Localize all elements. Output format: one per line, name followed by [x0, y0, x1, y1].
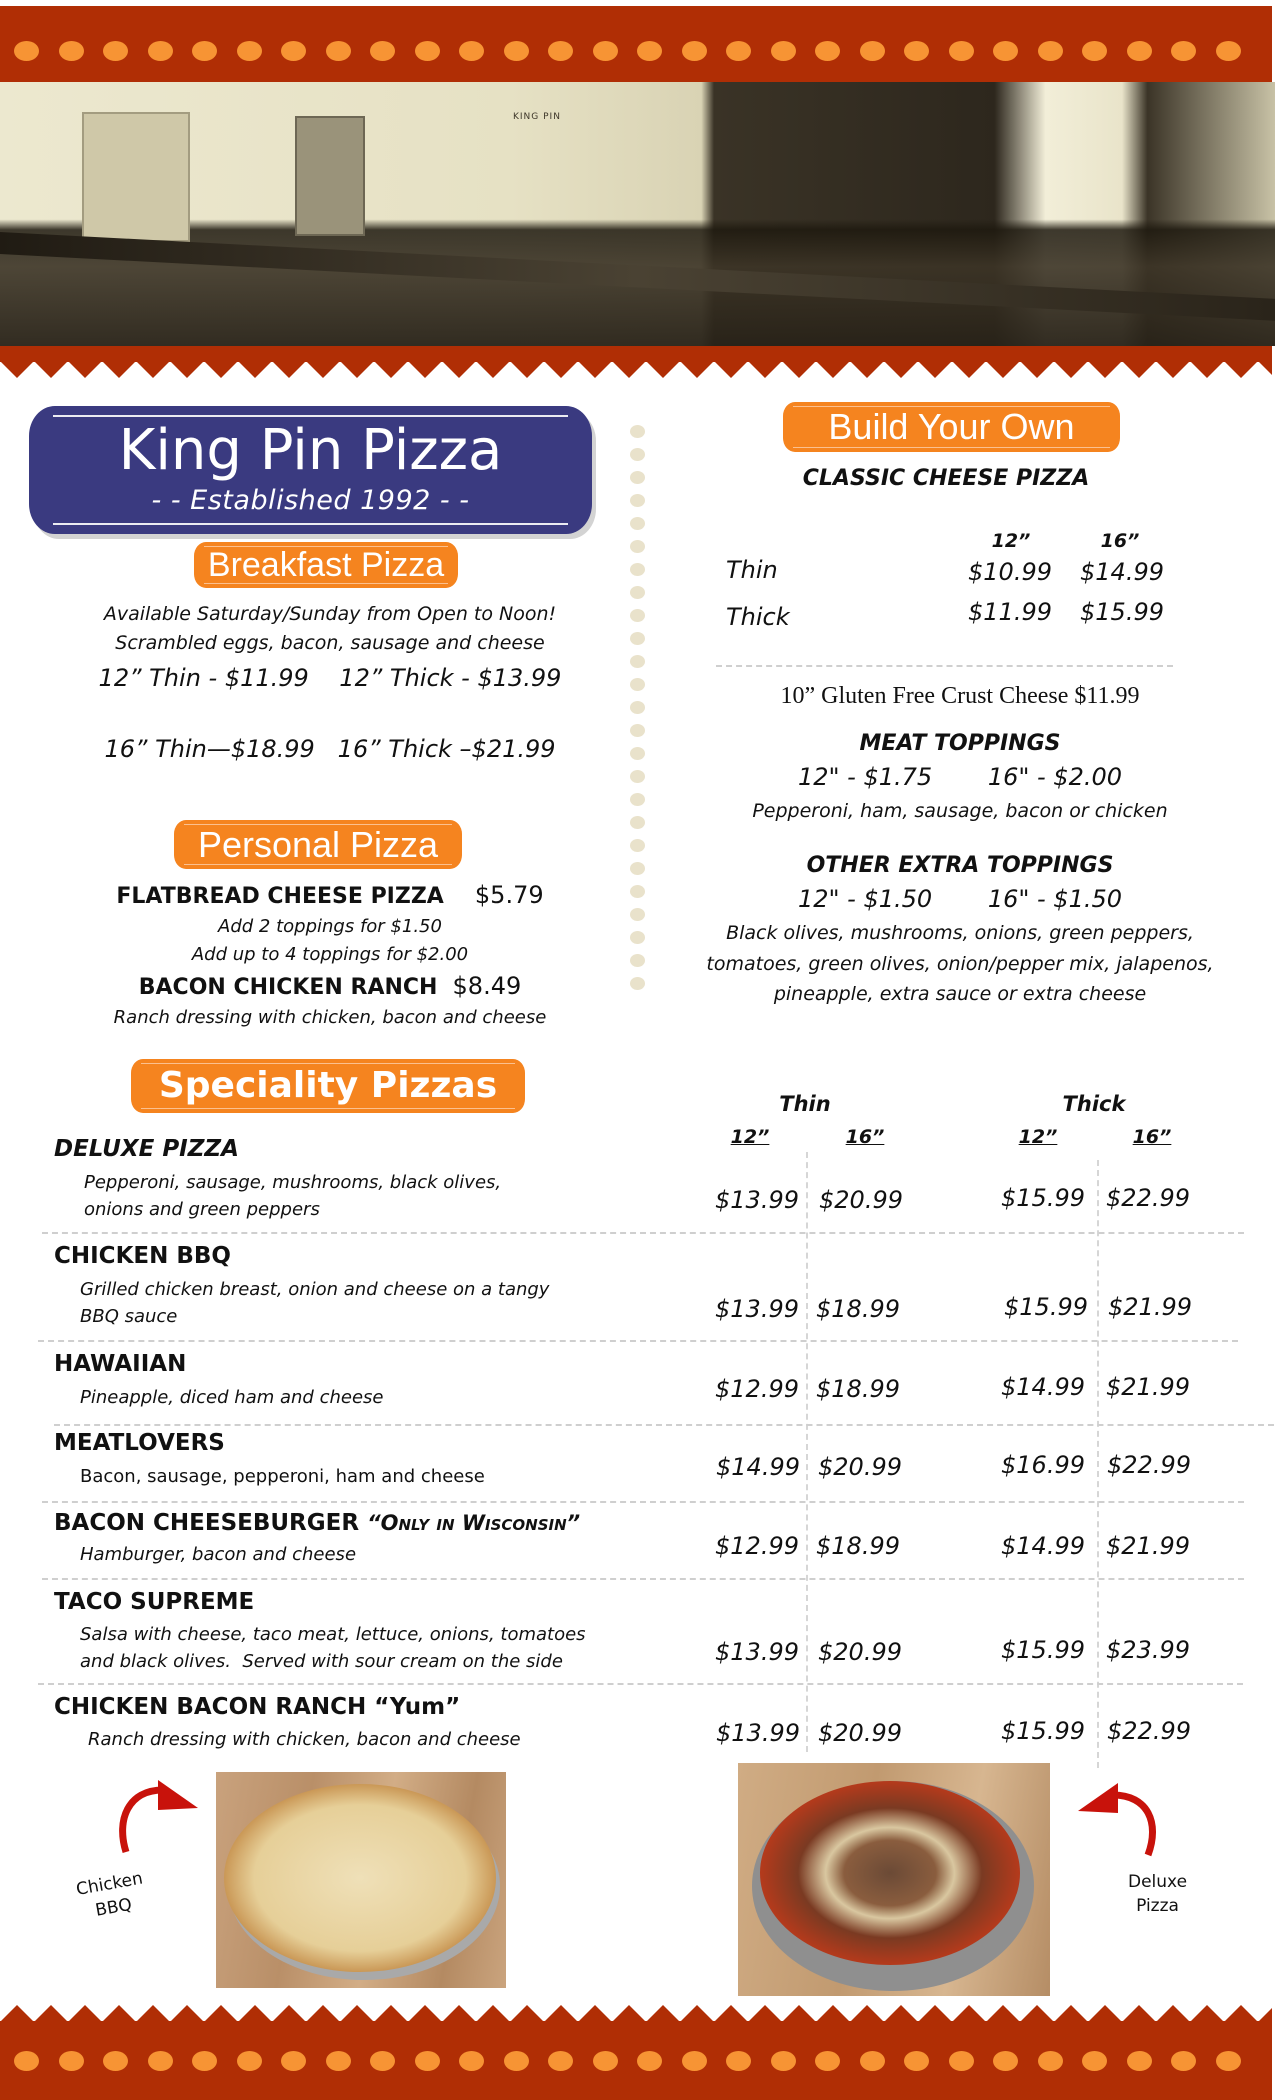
bacon-chicken-ranch-item	[30, 972, 630, 1000]
taco-supreme-desc-1: Salsa with cheese, taco meat, lettuce, onions, tomatoes	[80, 1624, 586, 1645]
curved-arrow-left-icon	[1078, 1783, 1168, 1858]
decorative-dot	[281, 41, 306, 61]
bacon-cheeseburger-thick-16: $21.99	[1106, 1532, 1190, 1560]
photo-doorway	[295, 116, 365, 236]
decorative-dot	[281, 2051, 306, 2071]
deluxe-pizza-name: DELUXE PIZZA	[54, 1136, 239, 1162]
other-toppings-prices	[700, 885, 1220, 913]
decorative-dot	[415, 41, 440, 61]
chicken-bbq-thin-16: $18.99	[816, 1295, 900, 1323]
decorative-dot	[59, 41, 84, 61]
decorative-dot	[504, 41, 529, 61]
decorative-dot	[237, 2051, 262, 2071]
divider-dot	[630, 678, 645, 691]
taco-supreme-thin-12: $13.99	[715, 1638, 799, 1666]
decorative-dot	[904, 41, 929, 61]
other-toppings-price-16: 16" - $1.50	[987, 885, 1123, 913]
decorative-dot	[593, 41, 618, 61]
bacon-cheeseburger-thin-12: $12.99	[715, 1532, 799, 1560]
bacon-cheeseburger-thin-16: $18.99	[816, 1532, 900, 1560]
deluxe-thick-12: $15.99	[1001, 1184, 1085, 1212]
divider-dot	[630, 517, 645, 530]
header-zigzag	[0, 361, 1272, 378]
decorative-dot	[1216, 41, 1241, 61]
taco-supreme-desc-2: and black olives. Served with sour cream on the side	[80, 1651, 563, 1672]
byo-divider	[716, 665, 1173, 667]
divider-dot	[630, 931, 645, 944]
decorative-dot	[637, 2051, 662, 2071]
speciality-thin-header: Thin	[779, 1092, 831, 1116]
divider-dot	[630, 563, 645, 576]
decorative-dot	[993, 41, 1018, 61]
restaurant-name: King Pin Pizza	[118, 417, 503, 483]
decorative-dot	[148, 2051, 173, 2071]
other-toppings-heading: OTHER EXTRA TOPPINGS	[806, 853, 1114, 878]
breakfast-price-12: 12” Thin - $11.99 12” Thick - $13.99	[98, 664, 562, 692]
other-toppings-list-1: Black olives, mushrooms, onions, green peppers,	[726, 922, 1194, 944]
bacon-cheeseburger-desc: Hamburger, bacon and cheese	[80, 1544, 357, 1565]
breakfast-heading: Breakfast Pizza	[207, 546, 445, 584]
taco-supreme-name: TACO SUPREME	[54, 1589, 255, 1615]
decorative-dot	[949, 41, 974, 61]
breakfast-availability: Available Saturday/Sunday from Open to Noon!	[103, 603, 557, 625]
divider-dot	[630, 609, 645, 622]
divider-dot	[630, 770, 645, 783]
byo-thick-16-price: $15.99	[1080, 598, 1164, 626]
meat-toppings-prices	[700, 763, 1220, 791]
other-toppings-list-3: pineapple, extra sauce or extra cheese	[773, 983, 1147, 1005]
deluxe-thin-12: $13.99	[715, 1186, 799, 1214]
chicken-bacon-ranch-name: CHICKEN BACON RANCH “Yum”	[54, 1694, 461, 1720]
meat-toppings-price-16: 16" - $2.00	[987, 763, 1123, 791]
bacon-cheeseburger-name	[54, 1510, 580, 1536]
decorative-dot	[59, 2051, 84, 2071]
byo-thick-label: Thick	[726, 603, 790, 631]
row-separator	[38, 1340, 1238, 1342]
flatbread-name: FLATBREAD CHEESE PIZZA	[116, 884, 444, 909]
decorative-dot	[815, 41, 840, 61]
pizza-crust	[224, 1784, 496, 1972]
speciality-thin-12-header: 12”	[730, 1126, 770, 1148]
deluxe-pizza-caption: Deluxe Pizza	[1128, 1872, 1188, 1916]
row-separator	[38, 1683, 1243, 1685]
pizza-crust	[760, 1781, 1020, 1965]
photo-sign: KING PIN	[513, 112, 561, 122]
decorative-dot	[548, 41, 573, 61]
decorative-dot	[593, 2051, 618, 2071]
decorative-dot	[637, 41, 662, 61]
divider-dot	[630, 724, 645, 737]
decorative-dot	[192, 2051, 217, 2071]
column-divider-dots	[630, 425, 645, 990]
speciality-heading: Speciality Pizzas	[158, 1065, 498, 1106]
footer-zigzag	[0, 2005, 1272, 2022]
decorative-dot	[726, 2051, 751, 2071]
decorative-dot	[860, 41, 885, 61]
speciality-thick-16-header: 16”	[1132, 1126, 1172, 1148]
decorative-dot	[326, 2051, 351, 2071]
chicken-bbq-thin-12: $13.99	[715, 1295, 799, 1323]
divider-dot	[630, 701, 645, 714]
divider-dot	[630, 425, 645, 438]
decorative-dot	[326, 41, 351, 61]
decorative-dot	[14, 2051, 39, 2071]
hawaiian-name: HAWAIIAN	[54, 1351, 187, 1377]
decorative-dot	[103, 2051, 128, 2071]
meat-toppings-price-12: 12" - $1.75	[797, 763, 933, 791]
hawaiian-thin-12: $12.99	[715, 1375, 799, 1403]
breakfast-heading-plaque	[194, 542, 458, 588]
divider-dot	[630, 586, 645, 599]
restaurant-title-plaque	[29, 406, 592, 534]
decorative-dot	[1127, 2051, 1152, 2071]
chicken-bbq-thick-16: $21.99	[1108, 1293, 1192, 1321]
decorative-dot	[14, 41, 39, 61]
decorative-dot	[860, 2051, 885, 2071]
divider-dot	[630, 540, 645, 553]
deluxe-thin-16: $20.99	[819, 1186, 903, 1214]
taco-supreme-thin-16: $20.99	[818, 1638, 902, 1666]
decorative-dot	[1171, 2051, 1196, 2071]
taco-supreme-thick-16: $23.99	[1106, 1636, 1190, 1664]
divider-dot	[630, 632, 645, 645]
thin-column-divider	[806, 1152, 808, 1752]
decorative-dot	[949, 2051, 974, 2071]
bacon-cheeseburger-title: BACON CHEESEBURGER	[54, 1510, 360, 1536]
flatbread-note-4: Add up to 4 toppings for $2.00	[191, 944, 469, 965]
divider-dot	[630, 747, 645, 760]
chicken-bbq-photo	[216, 1772, 506, 1988]
decorative-dot	[904, 2051, 929, 2071]
decorative-dot	[370, 41, 395, 61]
taco-supreme-thick-12: $15.99	[1001, 1636, 1085, 1664]
byo-thick-12-price: $11.99	[968, 598, 1052, 626]
header-photo	[0, 82, 1275, 346]
divider-dot	[630, 885, 645, 898]
chicken-bbq-name: CHICKEN BBQ	[54, 1243, 231, 1269]
curved-arrow-right-icon	[108, 1780, 203, 1855]
divider-dot	[630, 471, 645, 484]
flatbread-price: $5.79	[474, 881, 544, 909]
divider-dot	[630, 908, 645, 921]
divider-dot	[630, 862, 645, 875]
byo-thin-16-price: $14.99	[1080, 558, 1164, 586]
deluxe-pizza-desc-2: onions and green peppers	[84, 1199, 320, 1220]
build-your-own-heading-plaque	[783, 402, 1120, 452]
chicken-bacon-ranch-desc: Ranch dressing with chicken, bacon and cheese	[88, 1729, 521, 1750]
divider-dot	[630, 655, 645, 668]
top-dot-row	[14, 41, 1241, 61]
row-separator	[42, 1232, 1244, 1234]
bottom-band	[0, 2021, 1272, 2100]
speciality-thick-header: Thick	[1062, 1092, 1126, 1116]
decorative-dot	[548, 2051, 573, 2071]
decorative-dot	[815, 2051, 840, 2071]
gluten-free-option: 10” Gluten Free Crust Cheese $11.99	[780, 683, 1140, 709]
decorative-dot	[1216, 2051, 1241, 2071]
bottom-dot-row	[14, 2051, 1241, 2071]
flatbread-note-2: Add 2 toppings for $1.50	[218, 916, 442, 937]
divider-dot	[630, 954, 645, 967]
meatlovers-thick-16: $22.99	[1107, 1451, 1191, 1479]
divider-dot	[630, 839, 645, 852]
decorative-dot	[1082, 2051, 1107, 2071]
decorative-dot	[1038, 41, 1063, 61]
bacon-chicken-ranch-desc: Ranch dressing with chicken, bacon and cheese	[113, 1007, 547, 1028]
decorative-dot	[682, 41, 707, 61]
header-bottom-band	[0, 346, 1272, 362]
personal-heading-plaque	[174, 820, 462, 869]
byo-thin-12-price: $10.99	[968, 558, 1052, 586]
decorative-dot	[1082, 41, 1107, 61]
divider-dot	[630, 448, 645, 461]
personal-heading: Personal Pizza	[197, 823, 439, 865]
row-separator	[54, 1424, 1274, 1426]
chicken-bacon-ranch-thin-16: $20.99	[818, 1719, 902, 1747]
thick-column-divider	[1097, 1160, 1099, 1768]
meatlovers-name: MEATLOVERS	[54, 1430, 225, 1456]
decorative-dot	[148, 41, 173, 61]
decorative-dot	[103, 41, 128, 61]
decorative-dot	[504, 2051, 529, 2071]
flatbread-item	[30, 881, 630, 909]
chicken-bacon-ranch-thick-16: $22.99	[1107, 1717, 1191, 1745]
meatlovers-thin-16: $20.99	[818, 1453, 902, 1481]
decorative-dot	[993, 2051, 1018, 2071]
meatlovers-thin-12: $14.99	[716, 1453, 800, 1481]
classic-cheese-heading: CLASSIC CHEESE PIZZA	[802, 466, 1090, 491]
row-separator	[42, 1578, 1244, 1580]
chicken-bbq-desc-2: BBQ sauce	[80, 1306, 178, 1327]
decorative-dot	[370, 2051, 395, 2071]
divider-dot	[630, 977, 645, 990]
decorative-dot	[415, 2051, 440, 2071]
divider-dot	[630, 793, 645, 806]
hawaiian-thick-16: $21.99	[1106, 1373, 1190, 1401]
chicken-bacon-ranch-thin-12: $13.99	[716, 1719, 800, 1747]
chicken-bbq-thick-12: $15.99	[1004, 1293, 1088, 1321]
breakfast-price-16: 16” Thin—$18.99 16” Thick –$21.99	[104, 735, 556, 763]
byo-size-16: 16”	[1100, 530, 1140, 552]
meat-toppings-list: Pepperoni, ham, sausage, bacon or chicken	[752, 800, 1168, 822]
established-tagline: - - Established 1992 - -	[151, 484, 470, 516]
speciality-thin-16-header: 16”	[845, 1126, 885, 1148]
hawaiian-thin-16: $18.99	[816, 1375, 900, 1403]
other-toppings-list-2: tomatoes, green olives, onion/pepper mix, jalapenos,	[706, 953, 1214, 975]
decorative-dot	[682, 2051, 707, 2071]
speciality-thick-12-header: 12”	[1018, 1126, 1058, 1148]
byo-size-12: 12”	[991, 530, 1031, 552]
meatlovers-desc: Bacon, sausage, pepperoni, ham and cheese	[80, 1466, 485, 1487]
photo-counter	[0, 232, 1275, 321]
row-separator	[42, 1501, 1244, 1503]
decorative-dot	[1127, 41, 1152, 61]
decorative-dot	[726, 41, 751, 61]
top-band	[0, 6, 1272, 82]
deluxe-thick-16: $22.99	[1106, 1184, 1190, 1212]
bacon-cheeseburger-tag: “Only in Wisconsin”	[367, 1511, 581, 1535]
decorative-dot	[1038, 2051, 1063, 2071]
divider-dot	[630, 816, 645, 829]
bacon-chicken-ranch-price: $8.49	[452, 972, 522, 1000]
deluxe-pizza-photo	[738, 1763, 1050, 1996]
chicken-bbq-caption: Chicken BBQ	[74, 1868, 145, 1921]
deluxe-pizza-desc-1: Pepperoni, sausage, mushrooms, black olives,	[84, 1172, 502, 1193]
bacon-chicken-ranch-name: BACON CHICKEN RANCH	[138, 975, 438, 1000]
decorative-dot	[1171, 41, 1196, 61]
hawaiian-thick-12: $14.99	[1001, 1373, 1085, 1401]
other-toppings-price-12: 12" - $1.50	[797, 885, 933, 913]
decorative-dot	[459, 2051, 484, 2071]
hawaiian-desc: Pineapple, diced ham and cheese	[80, 1387, 384, 1408]
decorative-dot	[192, 41, 217, 61]
meat-toppings-heading: MEAT TOPPINGS	[859, 731, 1061, 756]
meatlovers-thick-12: $16.99	[1001, 1451, 1085, 1479]
chicken-bbq-desc-1: Grilled chicken breast, onion and cheese on a tangy	[80, 1279, 550, 1300]
bacon-cheeseburger-thick-12: $14.99	[1001, 1532, 1085, 1560]
photo-door	[82, 112, 190, 242]
decorative-dot	[771, 2051, 796, 2071]
decorative-dot	[771, 41, 796, 61]
breakfast-description: Scrambled eggs, bacon, sausage and cheese	[115, 632, 545, 654]
build-your-own-heading: Build Your Own	[828, 406, 1075, 447]
divider-dot	[630, 494, 645, 507]
speciality-heading-plaque	[131, 1059, 525, 1113]
byo-thin-label: Thin	[726, 556, 778, 584]
decorative-dot	[237, 41, 262, 61]
chicken-bacon-ranch-thick-12: $15.99	[1001, 1717, 1085, 1745]
decorative-dot	[459, 41, 484, 61]
